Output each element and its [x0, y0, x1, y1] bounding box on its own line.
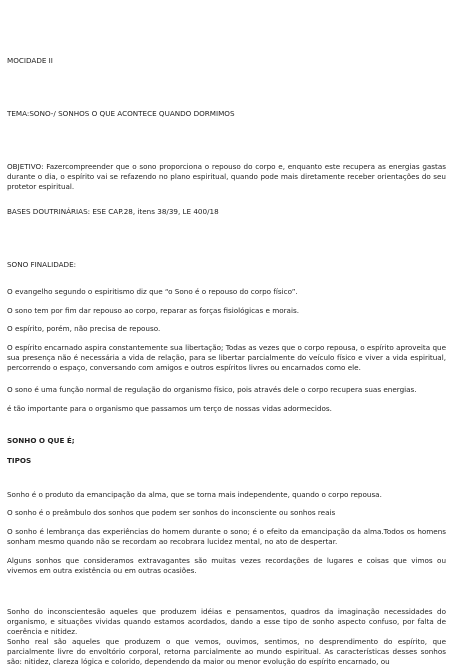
section-heading-sono-finalidade: SONO FINALIDADE: [7, 260, 77, 269]
paragraph-espirito-repouso: O espírito, porém, não precisa de repouso. [7, 324, 161, 333]
paragraph-sonho-preambulo: O sonho é o preâmbulo dos sonhos que podem ser sonhos do inconsciente ou sonhos reais [7, 508, 336, 517]
section-heading-tipos: TIPOS [7, 456, 32, 465]
paragraph-sonhos-extravagantes: Alguns sonhos que consideramos extravagantes são muitas vezes recordações de lugares e coisas que vimos ou vivemos em outra existência ou em outras ocasiões. [7, 556, 446, 575]
section-heading-sonho: SONHO O QUE É; [7, 436, 75, 445]
paragraph-sonho-real: Sonho real são aqueles que produzem o que vemos, ouvimos, sentimos, no desprendimento do espírito, que parcialmente livre do envoltório corporal, retorna parcialmente ao mundo espiritual. As características desses sonhos são: nitidez, clareza lógica e colorido, dependendo da maior ou menor evolução do espírito encarnado, ou [7, 637, 446, 666]
objective-paragraph: OBJETIVO: Fazercompreender que o sono proporciona o repouso do corpo e, enquanto este recupera as energias gastas durante o dia, o espírito vai se refazendo no plano espiritual, quando pode mais diretamente receber orientações do seu protetor espiritual. [7, 162, 446, 191]
paragraph-sono-fim: O sono tem por fim dar repouso ao corpo, reparar as forças fisiológicas e morais. [7, 306, 299, 315]
paragraph-sonho-lembranca: O sonho é lembrança das experiências do homem durante o sono; é o efeito da emancipação da alma.Todos os homens sonham mesmo quando não se recordam ao recobrara lucidez mental, no ato de despertar. [7, 527, 446, 546]
paragraph-sonho-produto: Sonho é o produto da emancipação da alma, que se torna mais independente, quando o corpo repousa. [7, 490, 382, 499]
doctrinal-bases: BASES DOUTRINÁRIAS: ESE CAP.28, itens 38/39, LE 400/18 [7, 207, 219, 216]
paragraph-sono-evangelho: O evangelho segundo o espiritismo diz que “o Sono é o repouso do corpo físico”. [7, 287, 298, 296]
document-theme: TEMA:SONO-/ SONHOS O QUE ACONTECE QUANDO DORMIMOS [7, 109, 235, 118]
document-header: MOCIDADE II [7, 56, 53, 65]
paragraph-espirito-libertacao: O espírito encarnado aspira constantemente sua libertação; Todas as vezes que o corpo repousa, o espírito aproveita que sua presença não é necessária a vida de relação, para se libertar parcialmente do veículo físico e viver a vida espiritual, percorrendo o espaço, conversando com amigos e outros espíritos livres ou encarnados como ele. [7, 343, 446, 372]
paragraph-sono-importancia: é tão importante para o organismo que passamos um terço de nossas vidas adormecidos. [7, 404, 332, 413]
paragraph-sonho-inconsciente: Sonho do inconscientesão aqueles que produzem idéias e pensamentos, quadros da imaginação necessidades do organismo, e situações vividas quando estamos acordados, dando a esse tipo de sonho aspecto confuso, por falta de coerência e nitidez. [7, 607, 446, 636]
paragraph-sono-funcao: O sono é uma função normal de regulação do organismo físico, pois através dele o corpo recupera suas energias. [7, 385, 417, 394]
